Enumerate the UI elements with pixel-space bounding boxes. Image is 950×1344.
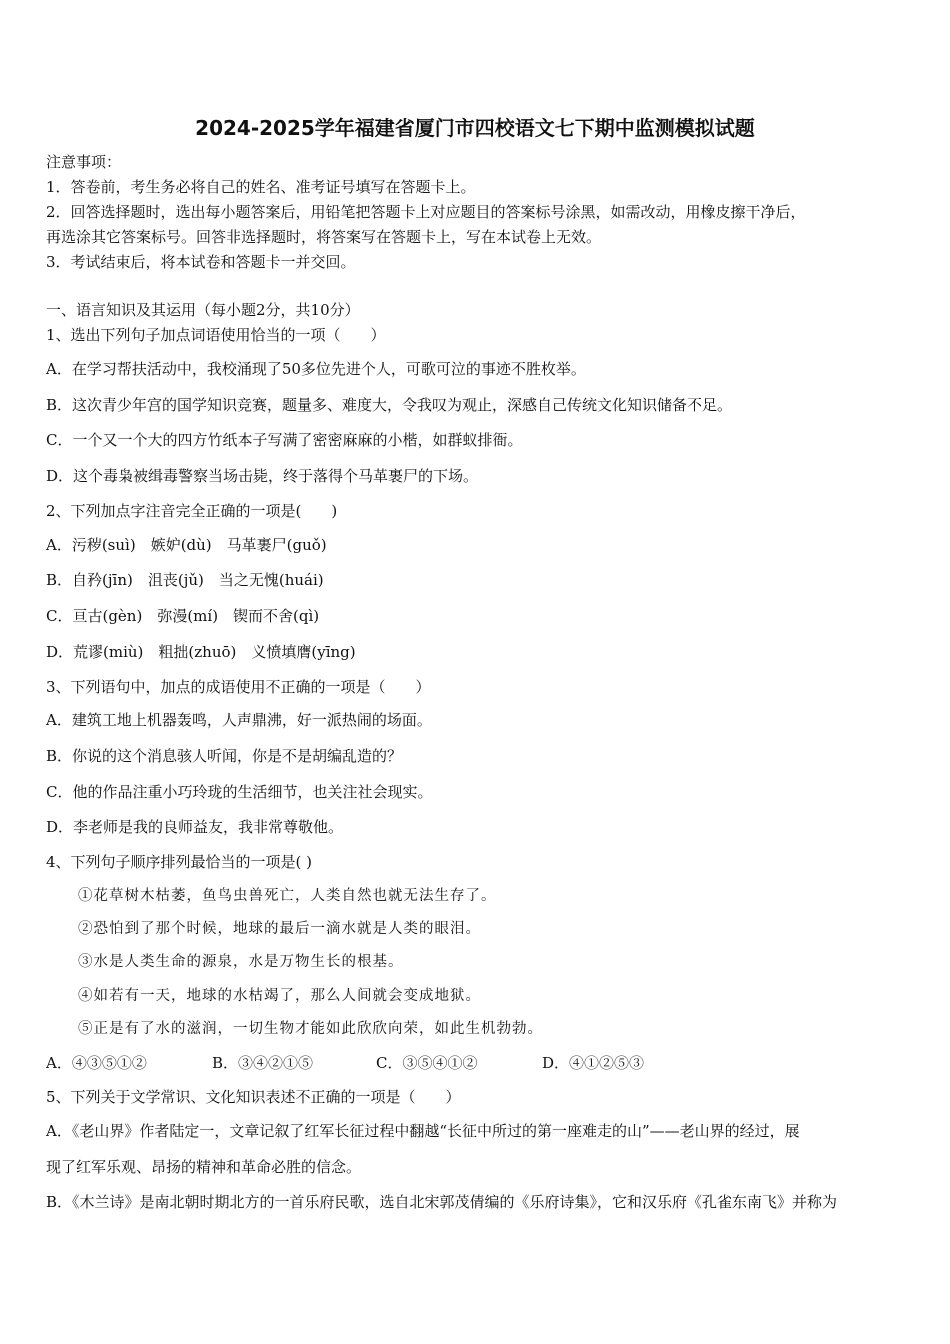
ordering-sentence: ②恐怕到了那个时候，地球的最后一滴水就是人类的眼泪。 [78,921,481,937]
question-stem: 1、选出下列句子加点词语使用恰当的一项（ ） [46,326,386,344]
question-stem: 4、下列句子顺序排列最恰当的一项是( ) [46,853,313,871]
question-stem: 5、下列关于文学常识、文化知识表述不正确的一项是（ ） [46,1088,461,1106]
notice-item: 3．考试结束后，将本试卷和答题卡一并交回。 [46,253,356,271]
option-c: C．他的作品注重小巧玲珑的生活细节，也关注社会现实。 [46,783,433,801]
option-a: A．在学习帮扶活动中，我校涌现了50多位先进个人，可歌可泣的事迹不胜枚举。 [46,360,586,378]
option-c: C．一个又一个大的四方竹纸本子写满了密密麻麻的小楷，如群蚁排衙。 [46,431,523,449]
option-d: D．这个毒枭被缉毒警察当场击毙，终于落得个马革裹尸的下场。 [46,467,479,485]
option-a: A．《老山界》作者陆定一，文章记叙了红军长征过程中翻越“长征中所过的第一座难走的山”——老山界的经过，展 [46,1122,800,1140]
option-d: D．荒谬(miù) 粗拙(zhuō) 义愤填膺(yīng) [46,643,356,661]
option-b: B．这次青少年宫的国学知识竞赛，题量多、难度大，令我叹为观止，深感自己传统文化知识储备不足。 [46,396,733,414]
option-b: B．自矜(jīn) 沮丧(jǔ) 当之无愧(huái) [46,571,324,589]
option-b: B．《木兰诗》是南北朝时期北方的一首乐府民歌，选自北宋郭茂倩编的《乐府诗集》，它和汉乐府《孔雀东南飞》并称为 [46,1193,838,1211]
ordering-sentence: ⑤正是有了水的滋润，一切生物才能如此欣欣向荣，如此生机勃勃。 [78,1021,543,1037]
page-title: 2024-2025学年福建省厦门市四校语文七下期中监测模拟试题 [195,116,755,140]
option-a: A．④③⑤①② [46,1054,147,1072]
option-a-continued: 现了红军乐观、昂扬的精神和革命必胜的信念。 [46,1158,362,1176]
option-d: D．④①②⑤③ [542,1054,645,1072]
option-c: C．亘古(gèn) 弥漫(mí) 锲而不舍(qì) [46,607,320,625]
option-b: B．③④②①⑤ [212,1054,314,1072]
option-b: B．你说的这个消息骇人听闻，你是不是胡编乱造的？ [46,747,403,765]
notice-item: 1．答卷前，考生务必将自己的姓名、准考证号填写在答题卡上。 [46,178,476,196]
notice-item: 2．回答选择题时，选出每小题答案后，用铅笔把答题卡上对应题目的答案标号涂黑，如需改动，用橡皮擦干净后， [46,203,806,221]
ordering-sentence: ①花草树木枯萎，鱼鸟虫兽死亡，人类自然也就无法生存了。 [78,888,497,904]
notice-header: 注意事项： [46,153,122,171]
ordering-sentence: ④如若有一天，地球的水枯竭了，那么人间就会变成地狱。 [78,988,481,1004]
option-a: A．建筑工地上机器轰鸣，人声鼎沸，好一派热闹的场面。 [46,711,432,729]
option-d: D．李老师是我的良师益友，我非常尊敬他。 [46,818,344,836]
option-c: C．③⑤④①② [376,1054,478,1072]
option-a: A．污秽(suì) 嫉妒(dù) 马革裹尸(guǒ) [46,536,327,554]
section-heading: 一、语言知识及其运用（每小题2分，共10分） [46,301,360,319]
ordering-sentence: ③水是人类生命的源泉，水是万物生长的根基。 [78,954,404,970]
notice-item: 再选涂其它答案标号。回答非选择题时，将答案写在答题卡上，写在本试卷上无效。 [46,228,602,246]
question-stem: 3、下列语句中，加点的成语使用不正确的一项是（ ） [46,678,431,696]
question-stem: 2、下列加点字注音完全正确的一项是( ) [46,502,338,520]
